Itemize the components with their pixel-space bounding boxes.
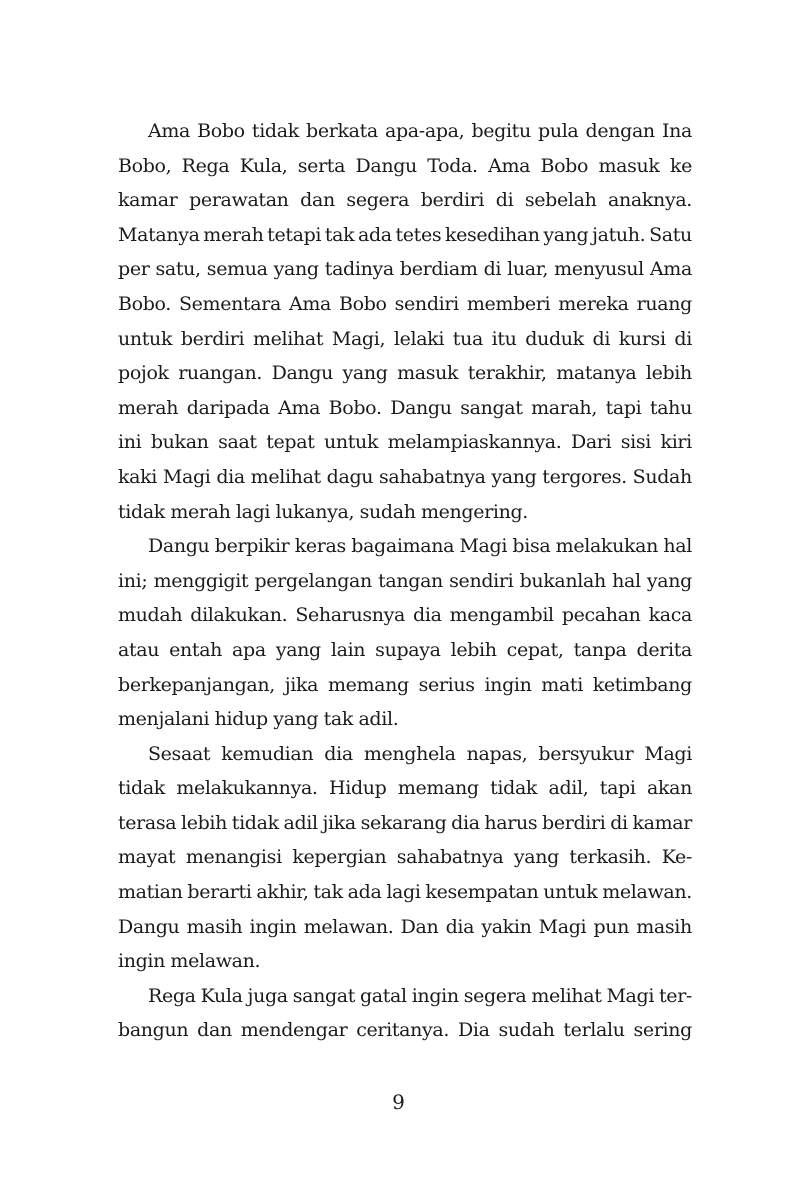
text-line: Matanya merah tetapi tak ada tetes kesedihan yang jatuh. Satu: [118, 223, 692, 246]
text-line: Bobo. Sementara Ama Bobo sendiri memberi mereka ruang: [118, 292, 692, 315]
paragraph-4: [118, 979, 692, 1048]
text-line: per satu, semua yang tadinya berdiam di luar, menyusul Ama: [118, 258, 692, 281]
text-line: mudah dilakukan. Seharusnya dia mengambil pecahan kaca: [118, 604, 692, 627]
text-line: mayat menangisi kepergian sahabatnya yang terkasih. Ke-: [118, 846, 692, 869]
paragraph-1: [118, 114, 692, 529]
text-line: terasa lebih tidak adil jika sekarang dia harus berdiri di kamar: [118, 811, 692, 834]
text-line: Dangu berpikir keras bagaimana Magi bisa melakukan hal: [148, 535, 692, 558]
text-line: tidak merah lagi lukanya, sudah mengering.: [118, 500, 528, 523]
body-text: [118, 114, 692, 1048]
text-line: ini bukan saat tepat untuk melampiaskannya. Dari sisi kiri: [118, 431, 692, 454]
text-line: tidak melakukannya. Hidup memang tidak adil, tapi akan: [118, 777, 692, 800]
text-line: pojok ruangan. Dangu yang masuk terakhir, matanya lebih: [118, 362, 692, 385]
text-line: ingin melawan.: [118, 950, 261, 973]
text-line: kaki Magi dia melihat dagu sahabatnya yang tergores. Sudah: [118, 465, 692, 488]
text-line: Dangu masih ingin melawan. Dan dia yakin Magi pun masih: [118, 915, 692, 938]
text-line: merah daripada Ama Bobo. Dangu sangat marah, tapi tahu: [118, 396, 692, 419]
text-line: untuk berdiri melihat Magi, lelaki tua itu duduk di kursi di: [118, 327, 692, 350]
text-line: atau entah apa yang lain supaya lebih cepat, tanpa derita: [118, 638, 692, 661]
text-line: ini; menggigit pergelangan tangan sendiri bukanlah hal yang: [118, 569, 692, 592]
text-line: berkepanjangan, jika memang serius ingin mati ketimbang: [118, 673, 692, 696]
text-line: bangun dan mendengar ceritanya. Dia sudah terlalu sering: [118, 1019, 692, 1042]
text-line: Ama Bobo tidak berkata apa-apa, begitu pula dengan Ina: [148, 120, 692, 142]
text-line: matian berarti akhir, tak ada lagi kesempatan untuk melawan.: [118, 881, 692, 904]
text-line: Rega Kula juga sangat gatal ingin segera melihat Magi ter-: [148, 984, 692, 1007]
page-number: 9: [392, 1090, 405, 1114]
paragraph-2: [118, 529, 692, 737]
paragraph-3: [118, 737, 692, 979]
text-line: menjalani hidup yang tak adil.: [118, 708, 399, 731]
text-line: Bobo, Rega Kula, serta Dangu Toda. Ama Bobo masuk ke: [118, 154, 692, 177]
text-line: kamar perawatan dan segera berdiri di sebelah anaknya.: [118, 189, 692, 212]
text-line: Sesaat kemudian dia menghela napas, bersyukur Magi: [148, 742, 692, 765]
